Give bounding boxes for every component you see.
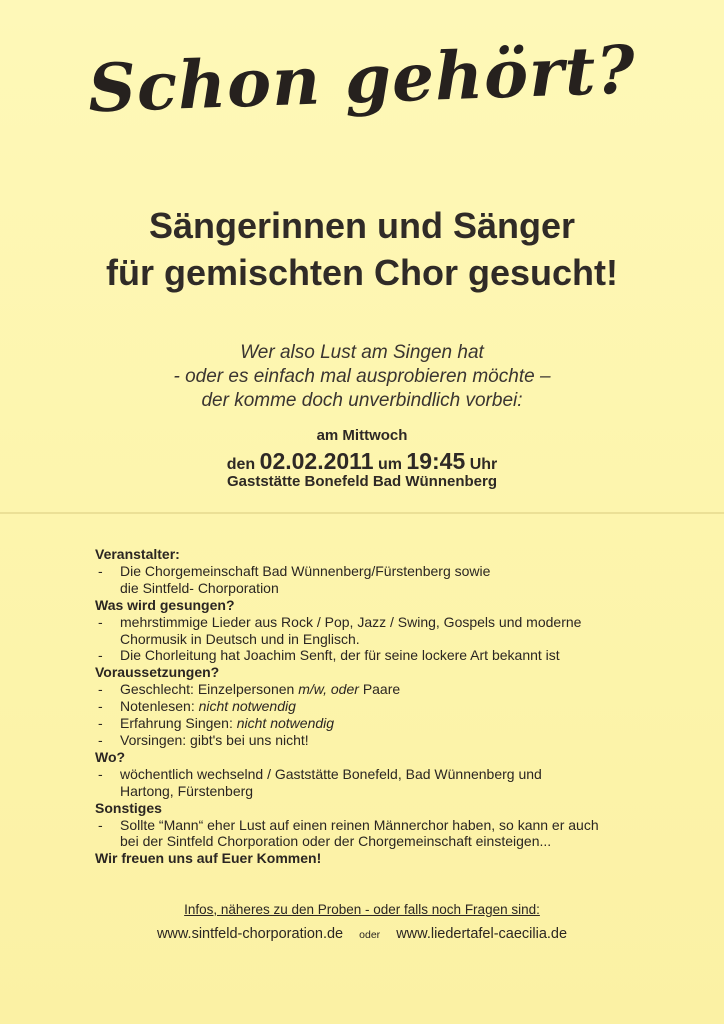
dash: - — [98, 715, 103, 732]
list-item — [95, 732, 685, 749]
geschlecht-label: Geschlecht: Einzelpersonen — [120, 681, 295, 698]
infos-line: Infos, näheres zu den Proben - oder falls noch Fragen sind: — [184, 902, 540, 917]
list-item — [95, 715, 685, 732]
noten-label: Notenlesen: — [120, 698, 195, 715]
oder-word: oder — [359, 929, 381, 941]
vorsingen: Vorsingen: gibt's bei uns nicht! — [120, 731, 309, 748]
dash: - — [98, 765, 103, 782]
event-datetime — [0, 448, 724, 475]
links-row — [0, 926, 724, 942]
dash: - — [98, 681, 103, 698]
intro-line-1: Wer also Lust am Singen hat — [240, 342, 484, 363]
wo-line-1: wöchentlich wechselnd / Gaststätte Bonefeld, Bad Wünnenberg und — [120, 765, 542, 782]
gesungen-line-2: Chormusik in Deutsch und in Englisch. — [120, 630, 360, 647]
sonstiges-line-1: Sollte “Mann“ eher Lust auf einen reinen Männerchor haben, so kann er auch — [120, 816, 599, 833]
erfahrung-label: Erfahrung Singen: — [120, 715, 233, 732]
gesungen-line-1: mehrstimmige Lieder aus Rock / Pop, Jazz / Swing, Gospels und moderne — [120, 613, 582, 630]
list-item — [95, 817, 685, 851]
section-heading-wo: Wo? — [95, 748, 126, 765]
paper-fold — [0, 512, 724, 514]
erfahrung-value: nicht notwendig — [236, 715, 335, 732]
list-item — [95, 766, 685, 800]
dash: - — [98, 613, 103, 630]
event-date: 02.02.2011 — [259, 448, 374, 474]
wo-line-2: Hartong, Fürstenberg — [120, 782, 254, 799]
dash: - — [98, 698, 103, 715]
noten-value: nicht notwendig — [198, 698, 296, 715]
event-um: um — [377, 456, 402, 473]
link-sintfeld-chorporation[interactable]: www.sintfeld-chorporation.de — [156, 926, 344, 942]
geschlecht-italic: m/w, oder — [298, 681, 359, 698]
dash: - — [98, 647, 103, 664]
intro-line-2: - oder es einfach mal ausprobieren möchte – — [173, 366, 551, 387]
intro-line-3: der komme doch unverbindlich vorbei: — [201, 390, 523, 411]
section-heading-gesungen: Was wird gesungen? — [95, 596, 235, 613]
dash: - — [98, 562, 103, 579]
veranstalter-line-1: Die Chorgemeinschaft Bad Wünnenberg/Fürstenberg sowie — [120, 562, 491, 579]
link-liedertafel-caecilia[interactable]: www.liedertafel-caecilia.de — [396, 926, 568, 942]
details-block — [95, 546, 685, 867]
closing-line: Wir freuen uns auf Euer Kommen! — [95, 850, 322, 867]
list-item — [95, 563, 685, 597]
section-heading-voraussetzungen: Voraussetzungen? — [95, 664, 220, 681]
geschlecht-tail: Paare — [362, 681, 401, 698]
headline-line-2: für gemischten Chor gesucht! — [105, 252, 619, 293]
dash: - — [98, 731, 103, 748]
list-item — [95, 681, 685, 698]
veranstalter-line-2: die Sintfeld- Chorporation — [120, 579, 279, 596]
section-heading-sonstiges: Sonstiges — [95, 799, 162, 816]
event-time: 19:45 — [406, 448, 466, 474]
sonstiges-line-2: bei der Sintfeld Chorporation oder der Chorgemeinschaft einsteigen... — [120, 833, 552, 850]
event-prefix: den — [226, 456, 256, 473]
event-day: am Mittwoch — [316, 427, 408, 444]
gesungen-item-2: Die Chorleitung hat Joachim Senft, der für seine lockere Art bekannt ist — [120, 647, 560, 664]
headline-line-1: Sängerinnen und Sänger — [148, 205, 576, 246]
script-title: Schon gehört? — [86, 30, 638, 128]
list-item — [95, 614, 685, 648]
list-item — [95, 698, 685, 715]
event-venue: Gaststätte Bonefeld Bad Wünnenberg — [226, 473, 498, 490]
event-uhr: Uhr — [469, 456, 498, 473]
dash: - — [98, 816, 103, 833]
list-item — [95, 647, 685, 664]
section-heading-veranstalter: Veranstalter: — [95, 546, 180, 562]
